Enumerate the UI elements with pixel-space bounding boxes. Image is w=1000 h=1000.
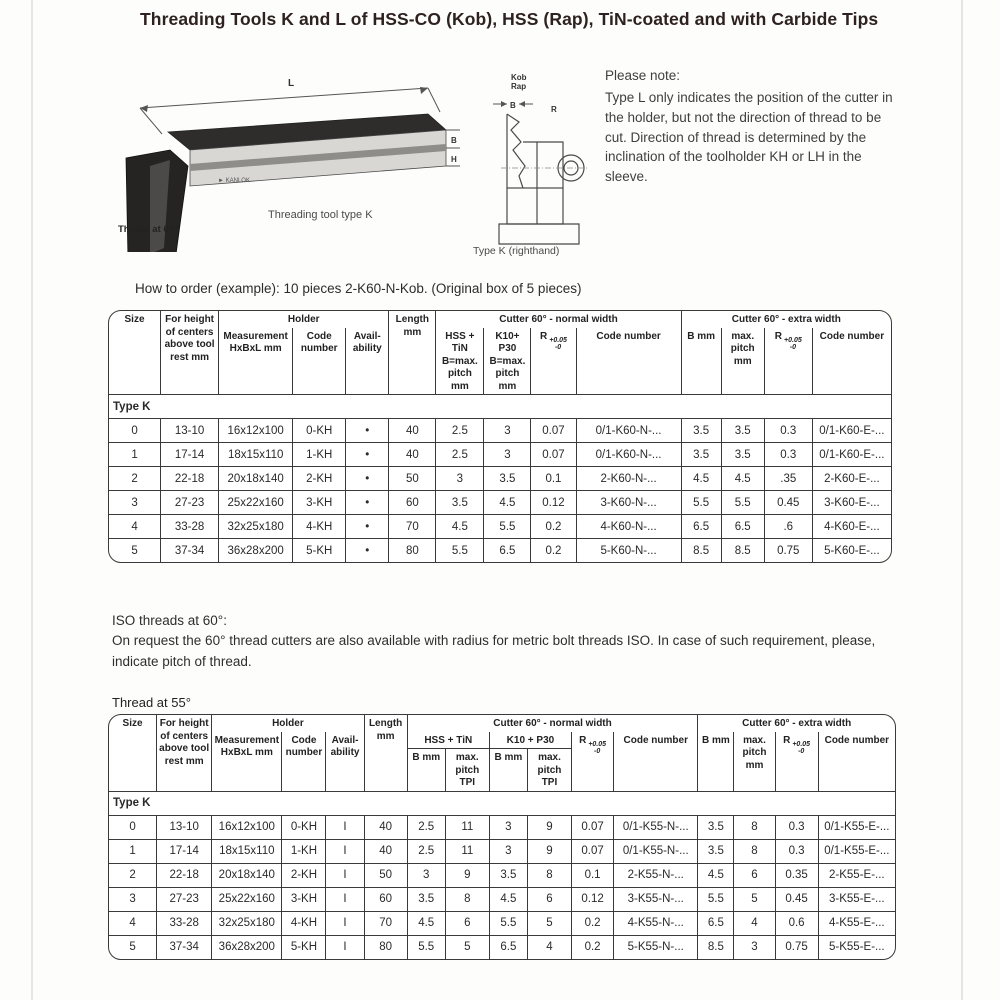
- table-cell: 0.2: [531, 515, 576, 539]
- note-body: Type L only indicates the position of the cutter in the holder, but not the direction of thread to be cut. Direction of thread is determined by the inclination of the toolholder KH or LH in the sleeve.: [605, 89, 893, 185]
- iso-body: On request the 60° thread cutters are also available with radius for metric bolt threads ISO. In case of such requirement, please, indicate pitch of thread.: [112, 633, 876, 669]
- table-cell: 4: [734, 911, 775, 935]
- table-cell: 0/1-K60-N-...: [576, 443, 681, 467]
- table-cell: I: [326, 911, 364, 935]
- table-cell: I: [326, 887, 364, 911]
- table-cell: 32x25x180: [219, 515, 293, 539]
- col-length: Length mm: [389, 311, 436, 395]
- table-cell: 8: [734, 839, 775, 863]
- table-cell: 9: [445, 863, 489, 887]
- table-cell: 37-34: [157, 935, 212, 959]
- thread-60-label: Thread at 60°: [118, 224, 178, 235]
- table-cell: 3: [407, 863, 445, 887]
- table-cell: 4.5: [489, 887, 527, 911]
- table-cell: 2-K60-E-...: [812, 467, 891, 491]
- table-cell: 33-28: [157, 911, 212, 935]
- table-cell: 4.5: [721, 467, 764, 491]
- col-maxpitch-extra: max. pitch mm: [734, 732, 775, 792]
- table-cell: 0.1: [572, 863, 614, 887]
- table-cell: 3.5: [698, 815, 734, 839]
- group-hss-tin: HSS + TiN: [407, 732, 489, 749]
- table-section-row: [109, 791, 896, 815]
- r-tolerance: +0.05 -0: [549, 336, 567, 351]
- table-cell: 3: [436, 467, 484, 491]
- table-body: [109, 791, 896, 959]
- table-cell: 0.1: [531, 467, 576, 491]
- table-cell: 5: [109, 539, 161, 563]
- table-cell: 5: [445, 935, 489, 959]
- header-group-row: [109, 715, 896, 732]
- table-cell: 9: [527, 815, 571, 839]
- table-cell: 5.5: [698, 887, 734, 911]
- table-cell: 22-18: [157, 863, 212, 887]
- table-cell: 27-23: [157, 887, 212, 911]
- cutter-profile-drawing: [455, 68, 595, 256]
- table-cell: 0/1-K55-E-...: [818, 815, 895, 839]
- table-row: [109, 839, 896, 863]
- table-cell: 0-KH: [282, 815, 326, 839]
- table-cell: •: [346, 515, 389, 539]
- table-cell: 16x12x100: [219, 419, 293, 443]
- table-cell: 2: [109, 863, 157, 887]
- r-tolerance: +0.05 -0: [792, 740, 811, 755]
- col-code-normal: Code number: [614, 732, 698, 792]
- table-row: [109, 815, 896, 839]
- thread-55-heading: Thread at 55°: [112, 695, 191, 710]
- table-cell: 0/1-K60-N-...: [576, 419, 681, 443]
- table-cell: 17-14: [161, 443, 219, 467]
- table-cell: 2-KH: [293, 467, 346, 491]
- table-cell: 25x22x160: [219, 491, 293, 515]
- table-cell: 40: [389, 419, 436, 443]
- table-cell: 8: [734, 815, 775, 839]
- table-cell: 2: [109, 467, 161, 491]
- col-length: Length mm: [364, 715, 407, 792]
- table-cell: 2-K55-N-...: [614, 863, 698, 887]
- table-cell: 0.45: [764, 491, 812, 515]
- header-sub-row: [109, 732, 896, 749]
- table-cell: 6: [445, 911, 489, 935]
- table-cell: 5.5: [484, 515, 531, 539]
- table-cell: 80: [389, 539, 436, 563]
- table-body: [109, 395, 892, 563]
- dim-b-label: B: [451, 136, 457, 145]
- table-cell: •: [346, 443, 389, 467]
- rap-label: Rap: [511, 82, 527, 91]
- col-code-normal: Code number: [576, 328, 681, 395]
- threading-tool-drawing: [110, 72, 462, 252]
- table-cell: 0.07: [531, 443, 576, 467]
- col-availability: Availability: [326, 732, 364, 792]
- col-hss-tin: HSS + TiN B=max. pitch mm: [436, 328, 484, 395]
- table-cell: 3.5: [484, 467, 531, 491]
- table-cell: •: [346, 491, 389, 515]
- table-cell: 3-K60-N-...: [576, 491, 681, 515]
- table-cell: I: [326, 935, 364, 959]
- table-cell: 36x28x200: [212, 935, 282, 959]
- table-cell: 13-10: [161, 419, 219, 443]
- table-cell: 5-KH: [293, 539, 346, 563]
- table-row: [109, 419, 892, 443]
- table-cell: 13-10: [157, 815, 212, 839]
- table-cell: 1: [109, 443, 161, 467]
- group-cutter-extra: Cutter 60° - extra width: [681, 311, 891, 328]
- iso-note-block: [112, 611, 894, 672]
- table-cell: 3.5: [721, 419, 764, 443]
- table-cell: 33-28: [161, 515, 219, 539]
- col-k10-p30: K10+ P30 B=max. pitch mm: [484, 328, 531, 395]
- table-cell: 5.5: [407, 935, 445, 959]
- figure2-caption: Type K (righthand): [473, 245, 560, 256]
- table-cell: 4-KH: [293, 515, 346, 539]
- table-row: [109, 467, 892, 491]
- figure1-caption: Threading tool type K: [268, 209, 373, 221]
- table-cell: 0.12: [531, 491, 576, 515]
- please-note-block: [605, 66, 893, 187]
- r-tolerance: +0.05 -0: [784, 336, 802, 351]
- table-cell: 3-K60-E-...: [812, 491, 891, 515]
- table-cell: 1: [109, 839, 157, 863]
- table-cell: 5.5: [489, 911, 527, 935]
- kob-label: Kob: [511, 73, 527, 82]
- table-cell: 60: [364, 887, 407, 911]
- col-code-extra: Code number: [812, 328, 891, 395]
- table-cell: .6: [764, 515, 812, 539]
- table-cell: 32x25x180: [212, 911, 282, 935]
- note-heading: Please note:: [605, 68, 681, 83]
- table-cell: 0-KH: [293, 419, 346, 443]
- table-cell: 3-KH: [282, 887, 326, 911]
- col-hss-b: B mm: [407, 749, 445, 792]
- header-group-row: [109, 311, 892, 328]
- table-cell: 11: [445, 815, 489, 839]
- table-cell: 0.3: [764, 419, 812, 443]
- table-cell: 3: [489, 839, 527, 863]
- r-symbol: R: [774, 330, 783, 342]
- group-holder: Holder: [212, 715, 364, 732]
- table-cell: 5: [109, 935, 157, 959]
- col-maxpitch-extra: max. pitch mm: [721, 328, 764, 395]
- table-cell: 11: [445, 839, 489, 863]
- table-cell: 6.5: [721, 515, 764, 539]
- col-code-number: Code number: [293, 328, 346, 395]
- table-cell: 4: [109, 515, 161, 539]
- table-cell: 5-K55-E-...: [818, 935, 895, 959]
- table-cell: 4-K55-E-...: [818, 911, 895, 935]
- table-cell: 2-K55-E-...: [818, 863, 895, 887]
- table-cell: 2-K60-N-...: [576, 467, 681, 491]
- r-symbol: R: [540, 330, 548, 342]
- table-cell: 25x22x160: [212, 887, 282, 911]
- table-cell: 3: [109, 887, 157, 911]
- table-cell: 0/1-K60-E-...: [812, 419, 891, 443]
- table-cell: 16x12x100: [212, 815, 282, 839]
- table-cell: 3.5: [407, 887, 445, 911]
- table-cell: 18x15x110: [212, 839, 282, 863]
- table-cell: 0.2: [572, 935, 614, 959]
- table-cell: 3-K55-E-...: [818, 887, 895, 911]
- table-cell: 0/1-K60-E-...: [812, 443, 891, 467]
- col-k10-pitch: max. pitch TPI: [527, 749, 571, 792]
- table-cell: 4.5: [484, 491, 531, 515]
- table-cell: 40: [389, 443, 436, 467]
- table-cell: 36x28x200: [219, 539, 293, 563]
- table-cell: 0.2: [572, 911, 614, 935]
- table-thread-55: [108, 714, 896, 960]
- table-cell: 0.45: [775, 887, 818, 911]
- table-cell: 0: [109, 815, 157, 839]
- table-cell: 8.5: [698, 935, 734, 959]
- table-thread-60-wrapper: [108, 310, 892, 563]
- table-cell: 2-KH: [282, 863, 326, 887]
- table-cell: .35: [764, 467, 812, 491]
- table-cell: 4-K60-E-...: [812, 515, 891, 539]
- col-measurement: Measurement HxBxL mm: [212, 732, 282, 792]
- order-instruction: How to order (example): 10 pieces 2-K60-N-Kob. (Original box of 5 pieces): [135, 281, 582, 296]
- group-cutter-normal: Cutter 60° - normal width: [407, 715, 698, 732]
- table-cell: 18x15x110: [219, 443, 293, 467]
- table-cell: 2.5: [436, 443, 484, 467]
- table-cell: 0.75: [764, 539, 812, 563]
- table-row: [109, 935, 896, 959]
- col-code-number: Code number: [282, 732, 326, 792]
- table-cell: 80: [364, 935, 407, 959]
- table-cell: 0/1-K55-E-...: [818, 839, 895, 863]
- table-cell: 4-K60-N-...: [576, 515, 681, 539]
- table-cell: I: [326, 839, 364, 863]
- r-symbol: R: [783, 734, 791, 746]
- group-cutter-extra: Cutter 60° - extra width: [698, 715, 896, 732]
- table-cell: 4: [109, 911, 157, 935]
- table-cell: 0.12: [572, 887, 614, 911]
- table-cell: 5: [734, 887, 775, 911]
- dim-h-label: H: [451, 155, 457, 164]
- group-cutter-normal: Cutter 60° - normal width: [436, 311, 681, 328]
- table-cell: 2.5: [407, 839, 445, 863]
- scan-edge-left: [31, 0, 33, 1000]
- table-cell: 3: [109, 491, 161, 515]
- table-cell: 6.5: [698, 911, 734, 935]
- table-cell: 5.5: [681, 491, 721, 515]
- r-tolerance: +0.05 -0: [588, 740, 607, 755]
- table-cell: 0.3: [775, 839, 818, 863]
- col-availability: Availability: [346, 328, 389, 395]
- table-cell: I: [326, 863, 364, 887]
- table-cell: 6.5: [484, 539, 531, 563]
- table-row: [109, 515, 892, 539]
- table-cell: 6: [734, 863, 775, 887]
- table-cell: 60: [389, 491, 436, 515]
- table-cell: 22-18: [161, 467, 219, 491]
- table-cell: 8.5: [721, 539, 764, 563]
- col-size: Size: [109, 715, 157, 792]
- table-cell: •: [346, 467, 389, 491]
- col-b-extra: B mm: [698, 732, 734, 792]
- table-cell: 70: [389, 515, 436, 539]
- table-cell: 20x18x140: [219, 467, 293, 491]
- table-cell: 1-KH: [293, 443, 346, 467]
- table-thread-60: [108, 310, 892, 563]
- table-cell: 0.6: [775, 911, 818, 935]
- section-label: Type K: [109, 395, 892, 419]
- table-cell: 5: [527, 911, 571, 935]
- table-cell: 0.07: [531, 419, 576, 443]
- table-cell: 4.5: [436, 515, 484, 539]
- table-cell: 6.5: [681, 515, 721, 539]
- table-cell: 4-KH: [282, 911, 326, 935]
- col-r-normal: [531, 328, 576, 395]
- header-sub-row: [109, 328, 892, 395]
- col-b-extra: B mm: [681, 328, 721, 395]
- table-cell: 8: [527, 863, 571, 887]
- table-cell: 40: [364, 815, 407, 839]
- table-cell: •: [346, 419, 389, 443]
- table-cell: 3: [484, 443, 531, 467]
- table-cell: 0: [109, 419, 161, 443]
- table-cell: 0.75: [775, 935, 818, 959]
- table-cell: 20x18x140: [212, 863, 282, 887]
- col-size: Size: [109, 311, 161, 395]
- table-cell: 50: [389, 467, 436, 491]
- group-holder: Holder: [219, 311, 389, 328]
- table-row: [109, 443, 892, 467]
- col-r-extra: [775, 732, 818, 792]
- table-cell: 0.2: [531, 539, 576, 563]
- col-r-normal: [572, 732, 614, 792]
- table-cell: •: [346, 539, 389, 563]
- table-cell: 3.5: [436, 491, 484, 515]
- table-cell: 0/1-K55-N-...: [614, 839, 698, 863]
- table-row: [109, 887, 896, 911]
- table-cell: 70: [364, 911, 407, 935]
- table-cell: 5-K60-N-...: [576, 539, 681, 563]
- table-cell: 3: [489, 815, 527, 839]
- table-cell: 8: [445, 887, 489, 911]
- table-cell: 0.07: [572, 839, 614, 863]
- table-cell: 3.5: [721, 443, 764, 467]
- table-cell: 6: [527, 887, 571, 911]
- table-cell: 4.5: [407, 911, 445, 935]
- table-cell: 3-K55-N-...: [614, 887, 698, 911]
- r-symbol: R: [579, 734, 587, 746]
- table-row: [109, 911, 896, 935]
- table-cell: 3.5: [681, 443, 721, 467]
- table-cell: 3-KH: [293, 491, 346, 515]
- table-cell: 0.07: [572, 815, 614, 839]
- col-height: For height of centers above tool rest mm: [161, 311, 219, 395]
- table-cell: 3.5: [698, 839, 734, 863]
- col-r-extra: [764, 328, 812, 395]
- dim-r-label: R: [551, 105, 557, 114]
- table-row: [109, 863, 896, 887]
- dim-b-label: B: [510, 101, 516, 110]
- profile-outline: [499, 114, 584, 244]
- table-cell: 4-K55-N-...: [614, 911, 698, 935]
- col-code-extra: Code number: [818, 732, 895, 792]
- table-thread-55-wrapper: [108, 714, 896, 960]
- table-row: [109, 491, 892, 515]
- table-section-row: [109, 395, 892, 419]
- table-cell: 2.5: [436, 419, 484, 443]
- table-cell: 6.5: [489, 935, 527, 959]
- table-cell: 5.5: [721, 491, 764, 515]
- col-height: For height of centers above tool rest mm: [157, 715, 212, 792]
- table-row: [109, 539, 892, 563]
- col-measurement: Measurement HxBxL mm: [219, 328, 293, 395]
- table-cell: 2.5: [407, 815, 445, 839]
- tool-engraving: ► KANLOK: [218, 178, 250, 184]
- table-cell: 9: [527, 839, 571, 863]
- table-cell: 0.3: [764, 443, 812, 467]
- table-cell: 3: [734, 935, 775, 959]
- table-cell: 50: [364, 863, 407, 887]
- scan-edge-right: [961, 0, 963, 1000]
- table-cell: 3.5: [489, 863, 527, 887]
- table-cell: 0.3: [775, 815, 818, 839]
- table-cell: 40: [364, 839, 407, 863]
- table-cell: 8.5: [681, 539, 721, 563]
- table-cell: 0/1-K55-N-...: [614, 815, 698, 839]
- section-label: Type K: [109, 791, 896, 815]
- table-cell: 4.5: [681, 467, 721, 491]
- table-cell: 27-23: [161, 491, 219, 515]
- dim-l-label: L: [288, 78, 295, 89]
- table-cell: 5-KH: [282, 935, 326, 959]
- table-cell: 3: [484, 419, 531, 443]
- table-cell: 3.5: [681, 419, 721, 443]
- table-cell: 1-KH: [282, 839, 326, 863]
- table-cell: 5.5: [436, 539, 484, 563]
- table-cell: 4: [527, 935, 571, 959]
- col-hss-pitch: max. pitch TPI: [445, 749, 489, 792]
- table-cell: 5-K60-E-...: [812, 539, 891, 563]
- table-cell: 5-K55-N-...: [614, 935, 698, 959]
- table-cell: 4.5: [698, 863, 734, 887]
- iso-heading: ISO threads at 60°:: [112, 613, 227, 628]
- col-k10-b: B mm: [489, 749, 527, 792]
- table-cell: 17-14: [157, 839, 212, 863]
- page-title: Threading Tools K and L of HSS-CO (Kob), HSS (Rap), TiN-coated and with Carbide Tips: [140, 9, 879, 29]
- table-cell: I: [326, 815, 364, 839]
- group-k10-p30: K10 + P30: [489, 732, 571, 749]
- table-cell: 0.35: [775, 863, 818, 887]
- table-cell: 37-34: [161, 539, 219, 563]
